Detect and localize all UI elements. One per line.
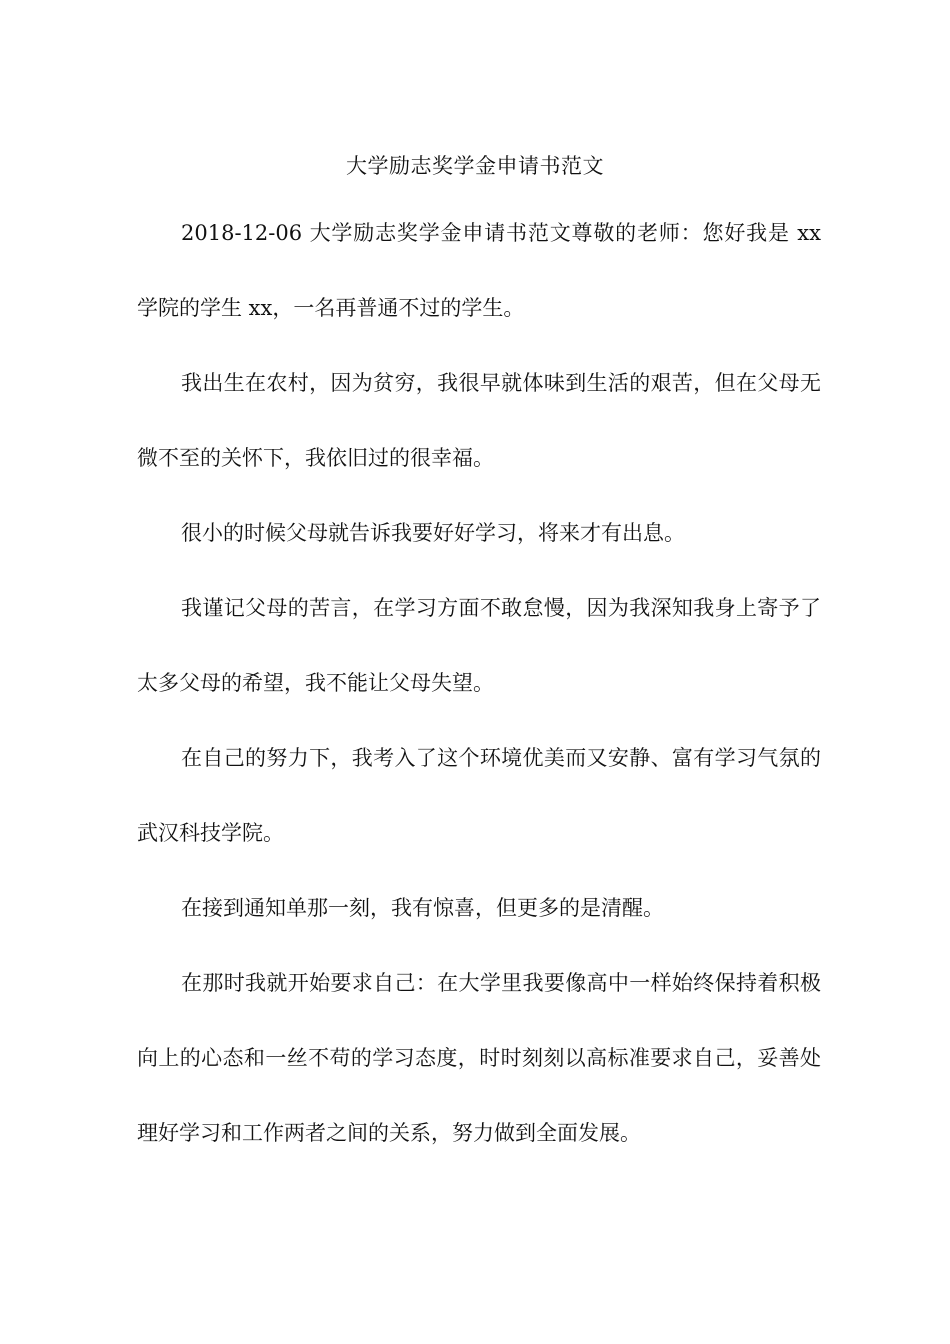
paragraph-5: 在自己的努力下，我考入了这个环境优美而又安静、富有学习气氛的武汉科技学院。 bbox=[137, 746, 821, 845]
paragraph-7: 在那时我就开始要求自己：在大学里我要像高中一样始终保持着积极向上的心态和一丝不苟的学习态度，时时刻刻以高标准要求自己，妥善处理好学习和工作两者之间的关系，努力做到全面发展。 bbox=[137, 971, 821, 1145]
document-body bbox=[137, 196, 821, 1171]
paragraph-1: 2018-12-06 大学励志奖学金申请书范文尊敬的老师：您好我是 xx 学院的学生 xx，一名再普通不过的学生。 bbox=[137, 221, 821, 320]
paragraph-2: 我出生在农村，因为贫穷，我很早就体味到生活的艰苦，但在父母无微不至的关怀下，我依旧过的很幸福。 bbox=[137, 371, 821, 470]
paragraph-4: 我谨记父母的苦言，在学习方面不敢怠慢，因为我深知我身上寄予了太多父母的希望，我不能让父母失望。 bbox=[137, 596, 821, 695]
paragraph-3: 很小的时候父母就告诉我要好好学习，将来才有出息。 bbox=[181, 521, 685, 545]
paragraph-6: 在接到通知单那一刻，我有惊喜，但更多的是清醒。 bbox=[181, 896, 664, 920]
document-title: 大学励志奖学金申请书范文 bbox=[346, 154, 604, 178]
